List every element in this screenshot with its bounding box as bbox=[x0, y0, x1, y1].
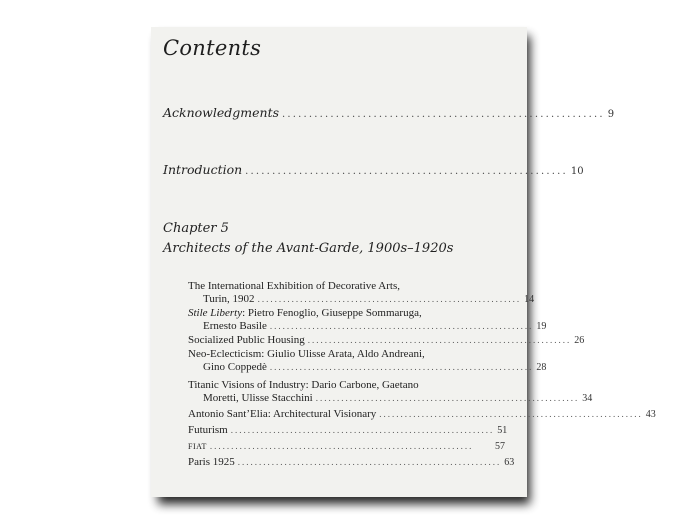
section-label: Futurism bbox=[188, 424, 228, 436]
toc-section-santelia bbox=[188, 408, 656, 421]
section-line1: Neo-Eclecticism: Giulio Ulisse Arata, Aldo Andreani, bbox=[188, 348, 425, 360]
section-page: 51 bbox=[497, 425, 508, 436]
toc-section-exhibition bbox=[188, 280, 535, 306]
section-line1: Titanic Visions of Industry: Dario Carbone, Gaetano bbox=[188, 379, 419, 391]
toc-section-paris-1925 bbox=[188, 456, 515, 469]
dot-leader: .............................................................. bbox=[257, 294, 522, 304]
section-page: 14 bbox=[524, 294, 535, 305]
section-italic-term: Stile Liberty bbox=[188, 307, 243, 319]
toc-section-stile-liberty bbox=[188, 307, 547, 333]
section-label: Antonio Sant’Elia: Architectural Visionary bbox=[188, 408, 377, 420]
section-line1: : Pietro Fenoglio, Giuseppe Sommaruga, bbox=[242, 307, 422, 319]
section-line2: Ernesto Basile bbox=[203, 320, 267, 332]
section-line2: Gino Coppedè bbox=[203, 361, 267, 373]
page-title: Contents bbox=[163, 36, 262, 60]
toc-entry-acknowledgments bbox=[163, 105, 615, 120]
section-page: 63 bbox=[504, 457, 515, 468]
dot-leader: .............................................................. bbox=[269, 321, 534, 331]
toc-entry-label: Acknowledgments bbox=[163, 105, 280, 120]
toc-section-public-housing bbox=[188, 334, 585, 347]
dot-leader: .............................................................. bbox=[209, 441, 474, 451]
book-page bbox=[151, 27, 656, 497]
chapter-label: Chapter 5 bbox=[163, 221, 229, 236]
dot-leader: ............................................................ bbox=[245, 166, 568, 177]
toc-entry-page: 9 bbox=[607, 109, 615, 120]
toc-section-neo-eclecticism bbox=[188, 348, 547, 374]
dot-leader: .............................................................. bbox=[315, 393, 580, 403]
section-line2: Moretti, Ulisse Stacchini bbox=[203, 392, 313, 404]
dot-leader: .............................................................. bbox=[307, 335, 572, 345]
dot-leader: .............................................................. bbox=[379, 409, 643, 419]
section-label: FIAT bbox=[188, 442, 207, 451]
section-line1: The International Exhibition of Decorative Arts, bbox=[188, 280, 400, 292]
chapter-title: Architects of the Avant-Garde, 1900s–1920s bbox=[163, 241, 454, 256]
section-label: Socialized Public Housing bbox=[188, 334, 305, 346]
section-page: 57 bbox=[495, 441, 505, 452]
toc-section-futurism bbox=[188, 424, 508, 437]
section-page: 26 bbox=[574, 335, 585, 346]
toc-section-titanic-visions bbox=[188, 379, 593, 405]
dot-leader: .............................................................. bbox=[269, 362, 534, 372]
toc-entry-label: Introduction bbox=[163, 162, 243, 177]
section-page: 34 bbox=[582, 393, 593, 404]
dot-leader: .............................................................. bbox=[237, 457, 502, 467]
toc-section-fiat bbox=[188, 440, 505, 453]
toc-entry-page: 10 bbox=[570, 166, 584, 177]
toc-entry-introduction bbox=[163, 162, 584, 177]
section-label: Paris 1925 bbox=[188, 456, 235, 468]
section-page: 19 bbox=[536, 321, 547, 332]
dot-leader: .............................................................. bbox=[230, 425, 495, 435]
section-page: 43 bbox=[645, 409, 656, 420]
dot-leader: ............................................................ bbox=[282, 109, 605, 120]
section-line2: Turin, 1902 bbox=[203, 293, 255, 305]
section-page: 28 bbox=[536, 362, 547, 373]
